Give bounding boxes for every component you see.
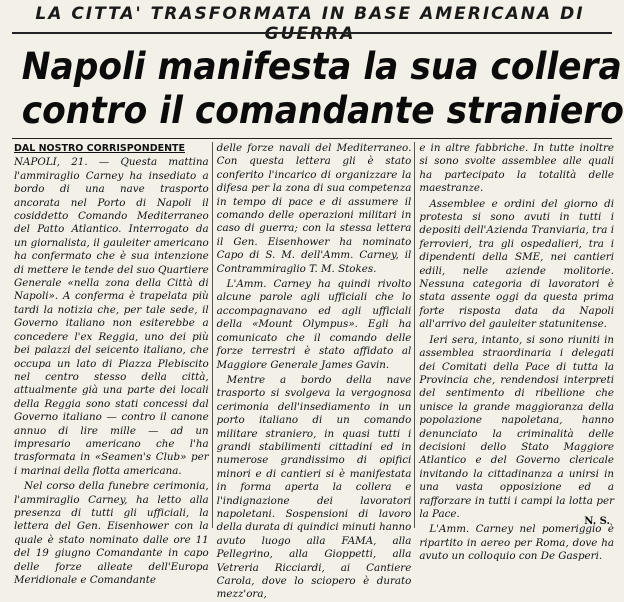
headline-rule xyxy=(12,138,612,139)
author-signature: N. S. xyxy=(584,515,611,527)
paragraph: L'Amm. Carney ha quindi rivolto alcune parole agli ufficiali che lo accompagnavano ed agli ufficiali della «Mount Olympus». Egli ha comunicato che il comando delle forze terrestri è stato affidato al Maggiore Generale James Gavin. xyxy=(216,278,412,371)
paragraph: Ieri sera, intanto, si sono riuniti in assemblea straordinaria i delegati dei Comitati della Pace di tutta la Provincia che, rendendosi interpreti del sentimento di ribellione che unisce la grande maggioranza della popolazione napoletana, hanno denunciato la criminalità delle decisioni dello Stato Maggiore Atlantico e del Governo clericale invitando la cittadinanza a unirsi in una vasta opposizione ed a rafforzare in tutti i campi la lotta per la Pace. xyxy=(419,333,615,520)
headline-line-1: Napoli manifesta la sua collera xyxy=(21,45,622,88)
top-rule xyxy=(12,32,612,34)
article-body xyxy=(14,142,615,601)
headline-line-2: contro il comandante straniero xyxy=(21,89,624,132)
paragraph: NAPOLI, 21. — Questa mattina l'ammiraglio Carney ha insediato a bordo di una nave trasporto ancorata nel Porto di Napoli il cosiddetto Comando Mediterraneo del Patto Atlantico. Interrogato da un giornalista, il gauleiter americano ha confermato che è sua intenzione di mettere le tende del suo Quartiere Generale «nella zona della Città di Napoli». A conferma è trapelata più tardi la notizia che, per tale sede, il Governo italiano non esiterebbe a concedere l'ex Reggia, uno dei più bei palazzi del seicento italiano, che occupa un lato di Piazza Plebiscito nel centro stesso della città, attualmente già una parte dei locali della Reggia sono stati concessi dal Governo italiano — contro il canone annuo di lire mille — ad un impresario americano che l'ha trasformata in «Seamen's Club» per i marinai della flotta americana. xyxy=(14,156,209,477)
kicker-headline: LA CITTA' TRASFORMATA IN BASE AMERICANA DI GUERRA xyxy=(35,4,585,44)
paragraph: e in altre fabbriche. In tutte inoltre si sono svolte assemblee alle quali ha partecipato la totalità delle maestranze. xyxy=(419,142,615,195)
paragraph: Mentre a bordo della nave trasporto si svolgeva la vergognosa cerimonia dell'insediamento in un porto italiano di un comando militare straniero, in quasi tutti i grandi stabilimenti cittadini ed in numerose grandissimo di opifici minori e di cantieri si è manifestata in forma aperta la collera e l'indignazione dei lavoratori napoletani. Sospensioni di lavoro della durata di quindici minuti hanno avuto luogo alla FAMA, alla Pellegrino, alla Gioppetti, alla Vetreria Ricciardi, ai Cantiere Carola, dove lo sciopero è durato mezz'ora, xyxy=(216,373,412,601)
paragraph: Assemblee e ordini del giorno di protesta si sono avuti in tutti i depositi dell'Azienda Tranviaria, tra i ferrovieri, tra gli ospedalieri, tra i dipendenti della SME, nei cantieri edili, nelle aziende molitorie. Nessuna categoria di lavoratori è stata assente oggi da questa prima forte risposta data da Napoli all'arrivo del gauleiter statunitense. xyxy=(419,197,615,331)
paragraph: delle forze navali del Mediterraneo. Con questa lettera gli è stato conferito l'incarico di organizzare la difesa per la zona di sua competenza in tempo di pace e di assumere il comando delle operazioni militari in caso di guerra; con la stessa lettera il Gen. Eisenhower ha nominato Capo di S. M. dell'Amm. Carney, il Contrammiraglio T. M. Stokes. xyxy=(216,142,412,275)
paragraph: Nel corso della funebre cerimonia, l'ammiraglio Carney, ha letto alla presenza di tutti gli ufficiali, la lettera del Gen. Eisenhower con la quale è stato nominato dalle ore 11 del 19 giugno Comandante in capo delle forze alleate dell'Europa Meridionale e Comandante xyxy=(14,480,209,586)
paragraph: L'Amm. Carney nel pomeriggio è ripartito in aereo per Roma, dove ha avuto un colloquio con De Gasperi. xyxy=(419,523,615,563)
byline: DAL NOSTRO CORRISPONDENTE xyxy=(14,143,185,154)
article-column-1 xyxy=(14,142,209,586)
article-column-3 xyxy=(419,142,615,563)
article-column-2 xyxy=(216,142,412,601)
